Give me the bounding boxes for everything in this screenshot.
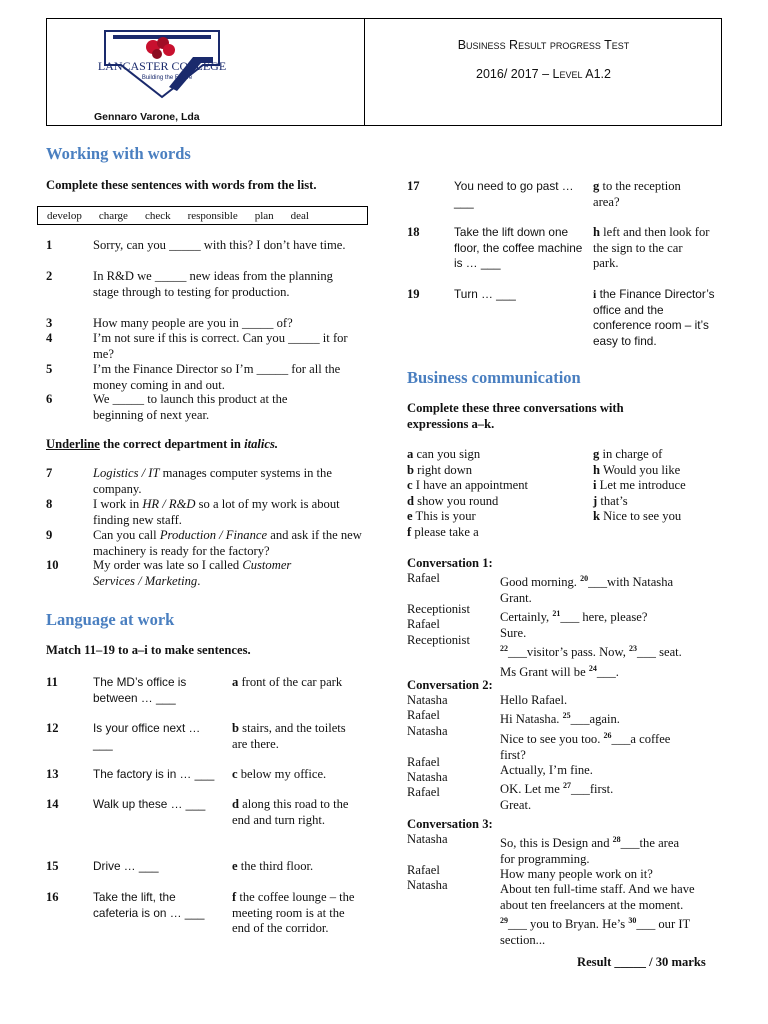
item-number: 4 <box>46 331 53 345</box>
item-number: 8 <box>46 497 53 511</box>
conversation-speakers: Natasha Rafael Natasha Rafael Natasha Rafael <box>407 693 448 800</box>
expressions-right <box>593 447 686 525</box>
conversation-speakers: Rafael Receptionist Rafael Receptionist <box>407 571 470 647</box>
item-number: 2 <box>46 269 53 283</box>
word-item: responsible <box>187 209 238 222</box>
match-option: g to the reception area? <box>593 179 681 209</box>
conversation-title: Conversation 2: <box>407 678 493 692</box>
item-number: 11 <box>46 675 58 689</box>
instruction-words: Complete these sentences with words from the list. <box>46 178 317 192</box>
item-number: 18 <box>407 225 420 239</box>
college-logo <box>93 27 231 101</box>
item-number: 13 <box>46 767 59 781</box>
department-choice[interactable]: Customer Services / Marketing <box>93 558 292 588</box>
expression-item: h Would you like <box>593 462 681 477</box>
section-heading-words: Working with words <box>46 144 191 163</box>
match-option: f the coffee lounge – the meeting room is at the end of the corridor. <box>232 890 355 935</box>
expression-item: k Nice to see you <box>593 509 682 523</box>
department-choice[interactable]: HR / R&D <box>142 497 196 511</box>
item-text: Walk up these … ___ <box>93 797 206 811</box>
item-text: I work in HR / R&D so a lot of my work is about finding new staff. <box>93 497 340 527</box>
item-number: 17 <box>407 179 420 193</box>
test-level: 2016/ 2017 – Level A1.2 <box>476 67 611 81</box>
department-choice[interactable]: Logistics / IT <box>93 466 160 480</box>
item-number: 16 <box>46 890 59 904</box>
section-heading-language: Language at work <box>46 610 175 629</box>
item-text: I’m not sure if this is correct. Can you _____ it for me? <box>93 331 348 361</box>
word-item: deal <box>290 209 309 222</box>
item-number: 3 <box>46 316 53 330</box>
item-text: The factory is in … ___ <box>93 767 215 781</box>
item-text: The MD’s office is between … ___ <box>93 675 187 705</box>
instruction-conversations: Complete these three conversations with expressions a–k. <box>407 401 624 431</box>
word-list-box <box>37 206 368 225</box>
conversation-speakers: Natasha Rafael Natasha <box>407 832 448 893</box>
expression-item: e This is your <box>407 509 476 523</box>
expression-item: i Let me introduce <box>593 478 686 492</box>
item-number: 7 <box>46 466 53 480</box>
company-name: Gennaro Varone, Lda <box>94 111 200 123</box>
expression-item: f please take a <box>407 524 479 539</box>
item-number: 9 <box>46 528 53 542</box>
expression-item: b right down <box>407 462 473 477</box>
match-option: h left and then look for the sign to the car park. <box>593 225 710 270</box>
expression-item: c I have an appointment <box>407 478 529 492</box>
expressions-left <box>407 447 528 540</box>
match-option: i the Finance Director’s office and the conference room – it’s easy to find. <box>593 287 715 348</box>
word-item: charge <box>98 209 128 222</box>
item-text: Take the lift, the cafeteria is on … ___ <box>93 890 205 920</box>
item-number: 10 <box>46 558 59 572</box>
item-text: Sorry, can you _____ with this? I don’t have time. <box>93 238 346 252</box>
expression-item: d show you round <box>407 493 499 508</box>
match-option: e the third floor. <box>232 859 314 873</box>
department-choice[interactable]: Production / Finance <box>159 528 268 542</box>
conversation-title: Conversation 1: <box>407 556 493 570</box>
match-option: c below my office. <box>232 767 327 781</box>
logo-text: LANCASTER COLLEGE <box>97 59 227 73</box>
item-text: Turn … ___ <box>454 287 516 301</box>
word-item: check <box>144 209 171 222</box>
item-text: Drive … ___ <box>93 859 159 873</box>
item-number: 6 <box>46 392 53 406</box>
word-item: plan <box>254 209 274 222</box>
item-number: 12 <box>46 721 59 735</box>
item-text: Take the lift down one floor, the coffee machine is … ___ <box>454 225 583 270</box>
instruction-underline-word: Underline <box>46 437 100 451</box>
word-item: develop <box>47 209 82 222</box>
instruction-match: Match 11–19 to a–i to make sentences. <box>46 643 251 657</box>
logo-tagline: Building the Future <box>141 75 193 81</box>
instruction-underline <box>46 437 278 452</box>
instruction-underline-mid: the correct department in <box>99 437 245 451</box>
conversation-lines: Good morning. $^{20}$___with Natasha Grant. Certainly, $^{21}$___ here, please? Sure. $^{22}$___visitor’s pass. Now, $^{23}$___ seat. Ms Grant will be $^{24}$___. <box>500 574 682 679</box>
item-number: 1 <box>46 238 53 252</box>
conversation-title: Conversation 3: <box>407 817 493 831</box>
item-text: How many people are you in _____ of? <box>93 316 293 330</box>
result-marks: Result _____ / 30 marks <box>577 955 706 969</box>
conversation-lines: Hello Rafael. Hi Natasha. $^{25}$___again. Nice to see you too. $^{26}$___a coffee first? Actually, I’m fine. OK. Let me $^{27}$___first. Great. <box>500 693 671 812</box>
item-number: 5 <box>46 362 53 376</box>
item-text: My order was late so I called Customer Services / Marketing. <box>93 558 292 588</box>
item-text: Is your office next … ___ <box>93 721 201 751</box>
test-title: Business Result progress Test <box>457 38 630 52</box>
item-number: 19 <box>407 287 420 301</box>
expression-item: j that’s <box>593 493 628 508</box>
match-option: a front of the car park <box>232 675 343 689</box>
item-number: 15 <box>46 859 59 873</box>
match-option: d along this road to the end and turn right. <box>232 797 349 827</box>
item-text: In R&D we _____ new ideas from the planning stage through to testing for production. <box>93 269 333 299</box>
item-text: You need to go past … ___ <box>454 179 574 209</box>
header-box <box>46 18 722 126</box>
section-heading-communication: Business communication <box>407 368 581 387</box>
match-option: b stairs, and the toilets are there. <box>232 721 346 751</box>
item-text: I’m the Finance Director so I’m _____ for all the money coming in and out. <box>93 362 341 392</box>
conversation-lines: So, this is Design and $^{28}$___the area for programming. How many people work on it? About ten full-time staff. And we have about ten freelancers at the moment. $^{29}$___ you to Bryan. He’s $^{30}$___ our IT section... <box>500 835 695 947</box>
item-text: We _____ to launch this product at the beginning of next year. <box>93 392 288 422</box>
expression-item: g in charge of <box>593 447 663 461</box>
item-text: Can you call Production / Finance and ask if the new machinery is ready for the factory? <box>93 528 362 558</box>
expression-item: a can you sign <box>407 447 481 461</box>
instruction-underline-em: italics. <box>244 437 279 451</box>
item-number: 14 <box>46 797 59 811</box>
item-text: Logistics / IT manages computer systems in the company. <box>93 466 332 496</box>
